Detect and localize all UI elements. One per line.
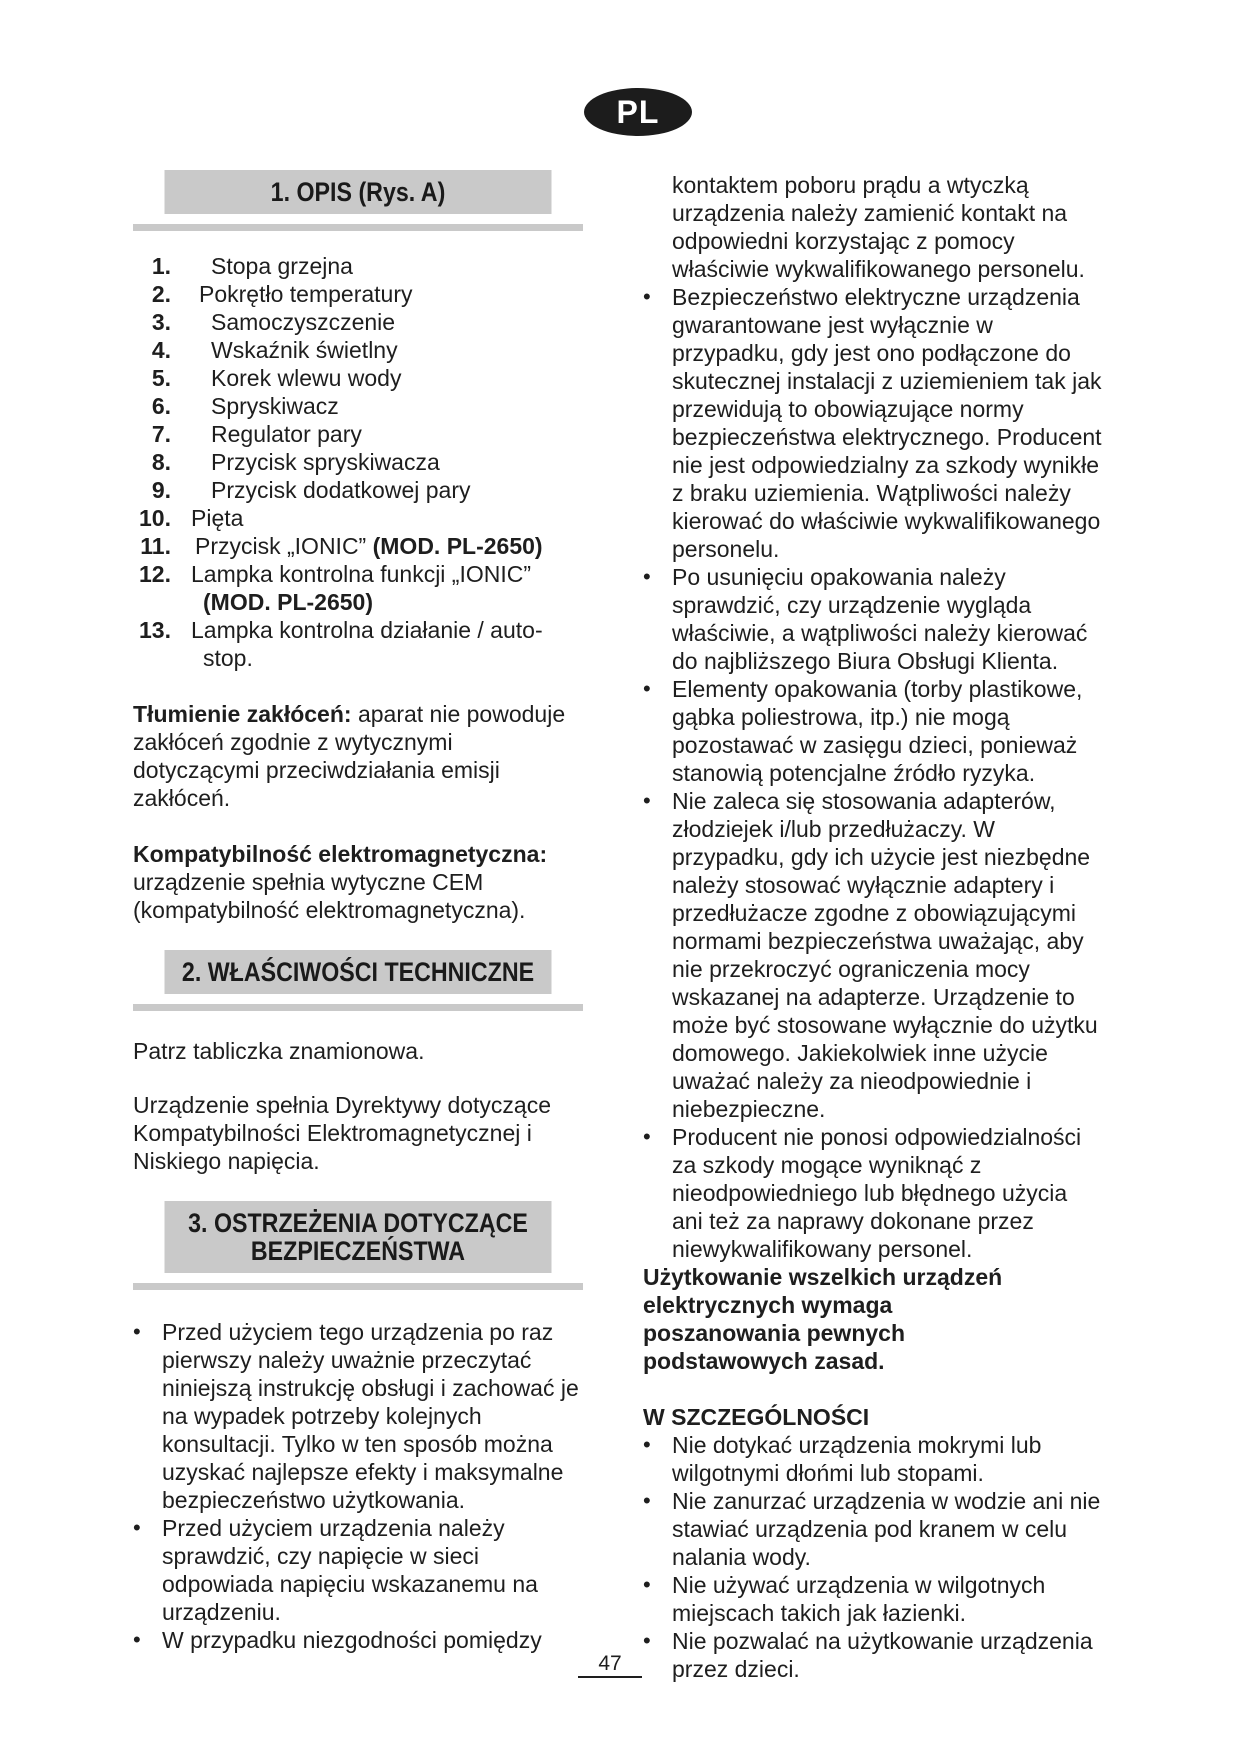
item-text: Spryskiwacz	[211, 393, 339, 419]
right-column	[643, 171, 1103, 1683]
list-item	[133, 560, 583, 616]
warning-continuation: kontaktem poboru prądu a wtyczką urządzenia należy zamienić kontakt na odpowiedni korzystając z pomocy właściwie wykwalifikowanego personelu.	[672, 172, 1085, 282]
item-number: 5.	[151, 365, 171, 391]
item-text: Pięta	[191, 505, 244, 531]
item-number: 3.	[151, 309, 171, 335]
list-item: • Po usunięciu opakowania należy sprawdzić, czy urządzenie wygląda właściwie, a wątpliwości należy kierować do najbliższego Biura Obsługi Klienta.	[643, 563, 1103, 675]
list-item: • Elementy opakowania (torby plastikowe, gąbka poliestrowa, itp.) nie mogą pozostawać w zasięgu dzieci, ponieważ stanowią potencjalne źródło ryzyka.	[643, 675, 1103, 787]
specific-rules-list	[643, 1431, 1103, 1683]
item-text: Lampka kontrolna funkcji „IONIC”	[191, 561, 532, 587]
interference-paragraph	[133, 700, 583, 812]
section-2-divider	[133, 1004, 583, 1011]
safety-warnings-list-continued	[643, 283, 1103, 1263]
list-item	[133, 364, 583, 392]
item-number: 10.	[139, 505, 171, 531]
item-number: 1.	[151, 253, 171, 279]
list-item: • Producent nie ponosi odpowiedzialności za szkody mogące wyniknąć z nieodpowiedniego lub błędnego użycia ani też za naprawy dokonane przez niewykwalifikowany personel.	[643, 1123, 1103, 1263]
item-number: 11.	[140, 533, 171, 559]
list-item	[133, 476, 583, 504]
list-item: • Nie zaleca się stosowania adapterów, złodziejek i/lub przedłużaczy. W przypadku, gdy ich użycie jest niezbędne należy stosować wyłącznie adaptery i przedłużacze zgodne z obowiązującymi normami bezpieczeństwa uważając, aby nie przekroczyć ograniczenia mocy wskazanej na adapterze. Urządzenie to może być stosowane wyłącznie do użytku domowego. Jakiekolwiek inne użycie uważać należy za nieodpowiednie i niebezpieczne.	[643, 787, 1103, 1123]
list-item: • Nie używać urządzenia w wilgotnych miejscach takich jak łazienki.	[643, 1571, 1103, 1627]
list-item	[133, 420, 583, 448]
section-3-title-line1: 3. OSTRZEŻENIA DOTYCZĄCE	[188, 1208, 528, 1238]
section-1-divider	[133, 224, 583, 231]
list-item: • Nie pozwalać na użytkowanie urządzenia przez dzieci.	[643, 1627, 1103, 1683]
emc-label: Kompatybilność elektromagnetyczna:	[133, 841, 548, 867]
list-item	[133, 504, 583, 532]
section-1-title-text: 1. OPIS (Rys. A)	[270, 177, 446, 207]
list-item: • Nie zanurzać urządzenia w wodzie ani nie stawiać urządzenia pod kranem w celu nalania wody.	[643, 1487, 1103, 1571]
item-text: Korek wlewu wody	[211, 365, 402, 391]
list-item	[133, 308, 583, 336]
emc-paragraph	[133, 840, 583, 924]
list-item	[133, 616, 583, 672]
item-text: Przycisk dodatkowej pary	[211, 477, 471, 503]
item-number: 12.	[139, 561, 171, 587]
item-text: Samoczyszczenie	[211, 309, 396, 335]
interference-text: aparat nie powoduje zakłóceń zgodnie z wytycznymi dotyczącymi przeciwdziałania emisji zakłóceń.	[133, 701, 566, 811]
left-column	[133, 170, 583, 1654]
language-badge: PL	[584, 88, 692, 136]
model-note: (MOD. PL-2650)	[203, 589, 373, 615]
emc-text: urządzenie spełnia wytyczne CEM (kompatybilność elektromagnetyczna).	[133, 869, 526, 923]
list-item	[133, 252, 583, 280]
basic-rules-note: Użytkowanie wszelkich urządzeń elektrycznych wymaga poszanowania pewnych podstawowych zasad.	[643, 1264, 1003, 1374]
item-number: 6.	[151, 393, 171, 419]
section-3-title	[165, 1201, 552, 1273]
list-item: • W przypadku niezgodności pomiędzy	[133, 1626, 583, 1654]
item-number: 7.	[151, 421, 171, 447]
item-text: Pokrętło temperatury	[199, 281, 413, 307]
item-text: Stopa grzejna	[211, 253, 353, 279]
section-1-title	[165, 170, 552, 214]
safety-warnings-list	[133, 1318, 583, 1654]
item-text: Regulator pary	[211, 421, 362, 447]
section-3-divider	[133, 1283, 583, 1290]
page-number: 47	[578, 1652, 642, 1678]
directives-note: Urządzenie spełnia Dyrektywy dotyczące Kompatybilności Elektromagnetycznej i Niskiego napięcia.	[133, 1092, 552, 1174]
model-note: (MOD. PL-2650)	[372, 533, 543, 559]
item-text-continued: stop.	[203, 645, 253, 671]
section-2-title-text: 2. WŁAŚCIWOŚCI TECHNICZNE	[181, 957, 535, 987]
item-number: 2.	[151, 281, 171, 307]
list-item	[133, 532, 583, 560]
list-item	[133, 336, 583, 364]
item-text: Wskaźnik świetlny	[211, 337, 398, 363]
parts-list	[133, 252, 583, 672]
list-item	[133, 448, 583, 476]
item-text: Lampka kontrolna działanie / auto-	[191, 617, 543, 643]
item-number: 13.	[139, 617, 171, 643]
item-number: 8.	[151, 449, 171, 475]
list-item: • Przed użyciem urządzenia należy sprawdzić, czy napięcie w sieci odpowiada napięciu wskazanemu na urządzeniu.	[133, 1514, 583, 1626]
section-2-title	[165, 950, 552, 994]
item-number: 4.	[151, 337, 171, 363]
list-item: • Nie dotykać urządzenia mokrymi lub wilgotnymi dłońmi lub stopami.	[643, 1431, 1103, 1487]
interference-label: Tłumienie zakłóceń:	[133, 701, 352, 727]
list-item: • Przed użyciem tego urządzenia po raz pierwszy należy uważnie przeczytać niniejszą instrukcję obsługi i zachować je na wypadek potrzeby kolejnych konsultacji. Tylko w ten sposób można uzyskać najlepsze efekty i maksymalne bezpieczeństwo użytkowania.	[133, 1318, 583, 1514]
item-text: Przycisk spryskiwacza	[211, 449, 440, 475]
list-item	[133, 392, 583, 420]
section-3-title-line2: BEZPIECZEŃSTWA	[250, 1236, 466, 1266]
list-item	[133, 280, 583, 308]
list-item: • Bezpieczeństwo elektryczne urządzenia gwarantowane jest wyłącznie w przypadku, gdy jest ono podłączone do skutecznej instalacji z uziemieniem tak jak przewidują to obowiązujące normy bezpieczeństwa elektrycznego. Producent nie jest odpowiedzialny za szkody wynikłe z braku uziemienia. Wątpliwości należy kierować do właściwie wykwalifikowanego personelu.	[643, 283, 1103, 563]
item-text: Przycisk „IONIC”	[195, 533, 367, 559]
rating-plate-note: Patrz tabliczka znamionowa.	[133, 1038, 425, 1064]
in-particular-heading: W SZCZEGÓLNOŚCI	[643, 1404, 870, 1430]
item-number: 9.	[151, 477, 171, 503]
